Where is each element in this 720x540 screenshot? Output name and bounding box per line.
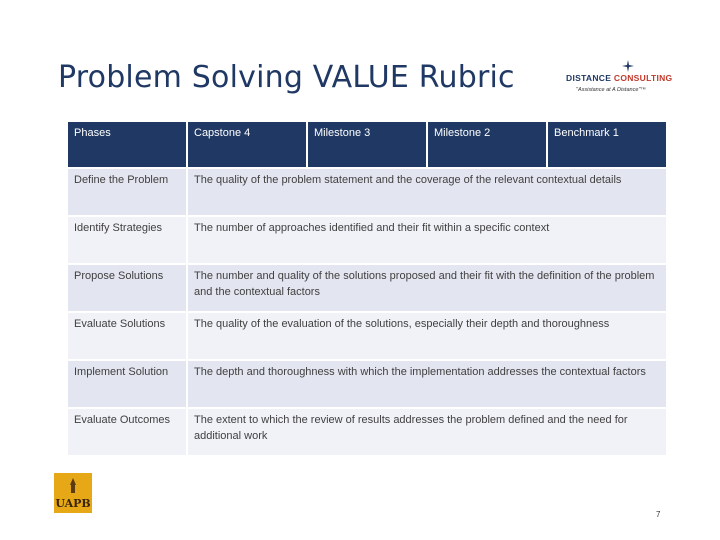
distance-consulting-name <box>566 73 672 83</box>
table-row <box>68 409 666 455</box>
rubric-table <box>66 120 668 457</box>
distance-consulting-name-part1: DISTANCE <box>566 73 612 83</box>
phase-cell: Propose Solutions <box>68 265 186 311</box>
uapb-logo <box>54 473 92 513</box>
phase-cell: Define the Problem <box>68 169 186 215</box>
description-cell: The quality of the evaluation of the solutions, especially their depth and thoroughness <box>188 313 666 359</box>
distance-consulting-name-part2: CONSULTING <box>613 73 673 83</box>
uapb-crest-icon <box>54 473 92 513</box>
distance-consulting-logo <box>566 64 673 98</box>
description-cell: The quality of the problem statement and the coverage of the relevant contextual details <box>188 169 666 215</box>
header-milestone-3: Milestone 3 <box>308 122 426 167</box>
table-row <box>68 169 666 215</box>
phase-cell: Implement Solution <box>68 361 186 407</box>
star-icon <box>622 60 634 72</box>
table-row <box>68 313 666 359</box>
distance-consulting-tagline: "Assistance at A Distance"™ <box>576 87 646 93</box>
description-cell: The depth and thoroughness with which the implementation addresses the contextual factors <box>188 361 666 407</box>
table-row <box>68 265 666 311</box>
description-cell: The number and quality of the solutions proposed and their fit with the definition of the problem and the contextual factors <box>188 265 666 311</box>
slide-title: Problem Solving VALUE Rubric <box>58 60 515 95</box>
table-row <box>68 361 666 407</box>
phase-cell: Identify Strategies <box>68 217 186 263</box>
description-cell: The extent to which the review of results addresses the problem defined and the need for additional work <box>188 409 666 455</box>
table-row <box>68 217 666 263</box>
page-number: 7 <box>656 510 661 519</box>
description-cell: The number of approaches identified and their fit within a specific context <box>188 217 666 263</box>
phase-cell: Evaluate Outcomes <box>68 409 186 455</box>
phase-cell: Evaluate Solutions <box>68 313 186 359</box>
header-benchmark-1: Benchmark 1 <box>548 122 666 167</box>
header-phases: Phases <box>68 122 186 167</box>
svg-text:UAPB: UAPB <box>55 497 91 510</box>
header-milestone-2: Milestone 2 <box>428 122 546 167</box>
table-header-row <box>68 122 666 167</box>
header-capstone-4: Capstone 4 <box>188 122 306 167</box>
